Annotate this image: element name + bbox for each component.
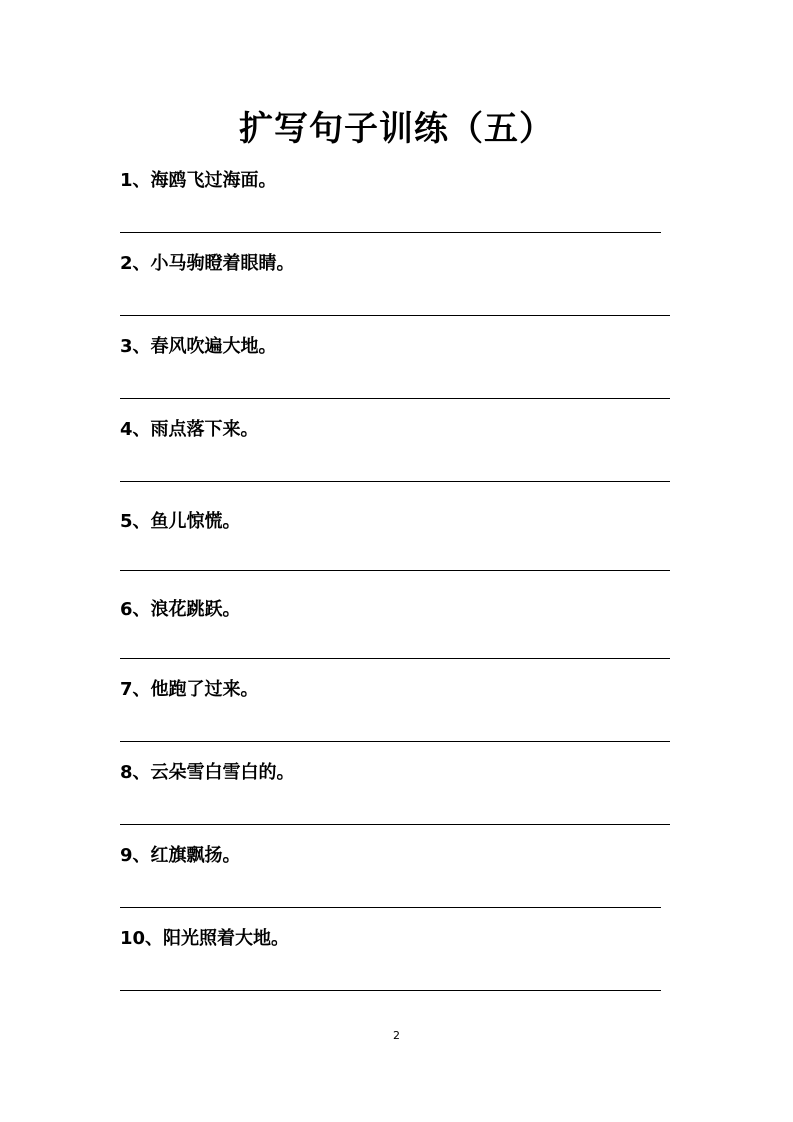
exercise-sentence-9: 9、红旗飘扬。 xyxy=(120,845,241,866)
exercise-sentence-3: 3、春风吹遍大地。 xyxy=(120,336,277,357)
exercise-sentence-1: 1、海鸥飞过海面。 xyxy=(120,170,277,191)
answer-line-1[interactable] xyxy=(120,232,661,233)
answer-line-3[interactable] xyxy=(120,398,670,399)
answer-line-8[interactable] xyxy=(120,824,670,825)
exercise-sentence-2: 2、小马驹瞪着眼睛。 xyxy=(120,253,295,274)
answer-line-4[interactable] xyxy=(120,481,670,482)
answer-line-2[interactable] xyxy=(120,315,670,316)
page-number: 2 xyxy=(393,1029,400,1042)
answer-line-10[interactable] xyxy=(120,990,661,991)
answer-line-9[interactable] xyxy=(120,907,661,908)
page-title: 扩写句子训练（五） xyxy=(239,109,554,149)
exercise-sentence-6: 6、浪花跳跃。 xyxy=(120,599,241,620)
exercise-sentence-7: 7、他跑了过来。 xyxy=(120,679,259,700)
exercise-sentence-5: 5、鱼儿惊慌。 xyxy=(120,511,241,532)
exercise-sentence-4: 4、雨点落下来。 xyxy=(120,419,259,440)
exercise-sentence-10: 10、阳光照着大地。 xyxy=(120,928,290,949)
exercise-sentence-8: 8、云朵雪白雪白的。 xyxy=(120,762,295,783)
answer-line-5[interactable] xyxy=(120,570,670,571)
answer-line-7[interactable] xyxy=(120,741,670,742)
answer-line-6[interactable] xyxy=(120,658,670,659)
